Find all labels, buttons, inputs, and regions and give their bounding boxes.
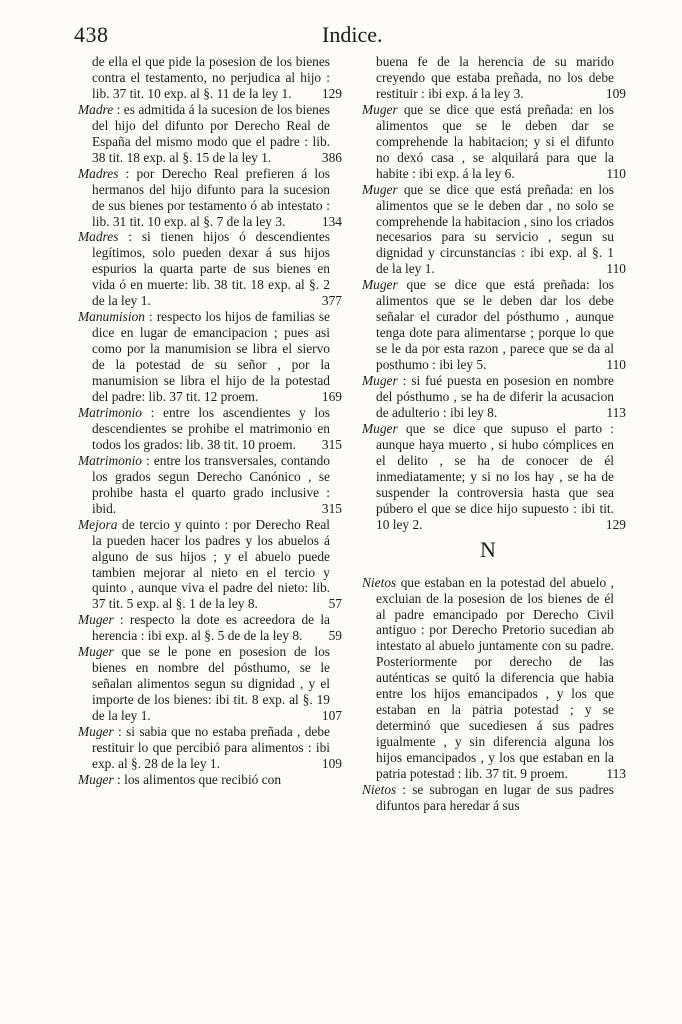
entry-term: Muger	[362, 277, 398, 293]
entry-text: que estaban en la potestad del abuelo , excluian de la posesion de los bienes de él al padre emancipado por Derecho Civil antiguo : por Derecho Pretorio sucedian ab intestato al abuelo juntamente con su padre. Posteriormente por derecho de las auténticas se quitó la diferencia que habia entre los hijos emancipados , y los que estaban en la patria potestad ; y se determinó que sucediesen á sus padres igualmente , y sin diferencia alguna los hijos emancipados , y los que estaban en la patria potestad : lib. 37 tit. 9 proem.	[376, 574, 614, 782]
entry-term: Mejora	[78, 516, 118, 532]
right-column-n-entries	[362, 574, 626, 814]
entry-term: Muger	[362, 373, 398, 389]
entry-term: Madre	[78, 101, 114, 117]
index-entry	[362, 101, 626, 182]
entry-term: Muger	[78, 724, 114, 740]
entry-text: que se le pone en posesion de los bienes en nombre del pósthumo, se le señalan alimentos segun su dignidad , y el importe de los bienes: ibi tit. 8 exp. al §. 19 de la ley 1.	[92, 644, 330, 724]
entry-page-ref: 315	[321, 500, 342, 516]
index-entry	[362, 54, 626, 102]
index-entry	[78, 452, 342, 517]
index-entry	[78, 644, 342, 724]
entry-term: Muger	[362, 420, 398, 436]
entry-page-ref: 109	[605, 85, 626, 101]
right-column-m-entries	[362, 54, 626, 533]
index-entry	[362, 181, 626, 278]
index-entry	[78, 54, 342, 102]
entry-term: Matrimonio	[78, 404, 142, 420]
index-entry	[78, 101, 342, 166]
entry-text: que se dice que está preñada: en los alimentos que se le deben dar se comprehende la habitacion; y si el difunto no dexó casa , se alquilará para que la habite : ibi exp. á la ley 6.	[376, 101, 614, 181]
entry-page-ref: 110	[606, 261, 626, 277]
entry-page-ref: 169	[321, 389, 342, 405]
entry-page-ref: 113	[606, 404, 626, 420]
entry-term: Madres	[78, 165, 119, 181]
index-entry	[78, 516, 342, 613]
index-entry	[78, 612, 342, 644]
entry-text: : entre los ascendientes y los descendientes se prohibe el matrimonio en todos los grados: lib. 38 tit. 10 proem.	[92, 404, 330, 452]
entry-text: : se subrogan en lugar de sus padres difuntos para heredar á sus	[376, 781, 614, 813]
entry-term: Matrimonio	[78, 452, 142, 468]
entry-term: Nietos	[362, 781, 397, 797]
entry-page-ref: 129	[605, 516, 626, 532]
entry-term: Nietos	[362, 574, 397, 590]
page-header	[0, 22, 682, 52]
entry-text: de ella el que pide la posesion de los bienes contra el testamento, no perjudica al hijo : lib. 37 tit. 10 exp. al §. 11 de la ley 1.	[92, 54, 330, 101]
entry-term: Muger	[362, 101, 398, 117]
right-column	[362, 54, 626, 814]
entry-text: : respecto los hijos de familias se dice en lugar de emancipacion ; pues asi como por la manumision se libra el siervo de la potestad de su señor , por la manumision se libra el hijo de la potestad del padre: lib. 37 tit. 12 proem.	[92, 309, 330, 405]
index-entry	[362, 782, 614, 814]
entry-text: que se dice que está preñada: en los alimentos que se le deben dar , no solo se comprehende la habitacion , sino los criados necesarios para su servicio , segun su dignidad y circunstancias : ibi exp. al §. 1 de la ley 1.	[376, 181, 614, 277]
entry-term: Madres	[78, 229, 119, 245]
entry-page-ref: 110	[606, 165, 626, 181]
index-entry	[78, 772, 330, 788]
entry-page-ref: 134	[321, 213, 342, 229]
entry-page-ref: 129	[321, 85, 342, 101]
entry-text: buena fe de la herencia de su marido creyendo que estaba preñada, no los debe restituir : ibi exp. á la ley 3.	[376, 54, 614, 101]
entry-text: de tercio y quinto : por Derecho Real la pueden hacer los padres y los abuelos á alguno de sus hijos ; y el abuelo puede tambien mejorar al nieto en el tercio y quinto , aunque viva el padre del nieto: lib. 37 tit. 5 exp. al §. 1 de la ley 8.	[92, 516, 330, 612]
entry-text: : respecto la dote es acreedora de la herencia : ibi exp. al §. 5 de de la ley 8.	[92, 612, 330, 644]
section-letter: N	[480, 536, 496, 562]
entry-page-ref: 386	[321, 149, 342, 165]
index-entry	[78, 229, 342, 309]
entry-term: Muger	[362, 181, 398, 197]
entry-page-ref: 59	[328, 628, 342, 644]
index-entry	[78, 404, 342, 453]
page-number: 438	[74, 22, 109, 47]
entry-text: : si fué puesta en posesion en nombre del pósthumo , se ha de diferir la acusacion de adulterio : ibi ley 8.	[376, 373, 614, 420]
entry-page-ref: 113	[606, 766, 626, 782]
entry-term: Manumision	[78, 309, 145, 325]
index-entry	[362, 574, 626, 782]
entry-text: : los alimentos que recibió con	[113, 771, 282, 787]
index-entry	[78, 309, 342, 405]
running-title: Indice.	[322, 22, 383, 47]
index-entry	[78, 724, 342, 772]
entry-page-ref: 57	[328, 596, 342, 612]
index-entry	[362, 420, 626, 533]
entry-term: Muger	[78, 771, 114, 787]
entry-text: : por Derecho Real prefieren á los hermanos del hijo difunto para la sucesion de sus bienes por testamento ó ab intestato : lib. 31 tit. 10 exp. al §. 7 de la ley 3.	[92, 165, 330, 229]
index-entry	[362, 277, 626, 373]
entry-page-ref: 110	[606, 357, 626, 373]
index-entry	[362, 373, 626, 421]
entry-text: que se dice que supuso el parto : aunque haya muerto , si hubo cómplices en el delito , se ha de conocer de él inmediatamente; y si no los hay , se ha de suspender la controversia hasta que sea púbero el que se dice hijo supuesto : ibi tit. 10 ley 2.	[376, 420, 614, 532]
entry-page-ref: 107	[321, 708, 342, 724]
entry-page-ref: 109	[321, 755, 342, 771]
entry-term: Muger	[78, 612, 114, 628]
entry-term: Muger	[78, 644, 114, 660]
entry-text: : entre los transversales, contando los grados segun Derecho Canónico , se prohibe hasta el quarto grado inclusive : ibid.	[92, 452, 330, 516]
left-column	[78, 54, 342, 788]
entry-text: : es admitida á la sucesion de los bienes del hijo del difunto por Derecho Real de España del mismo modo que el padre : lib. 38 tit. 18 exp. al §. 15 de la ley 1.	[92, 101, 330, 165]
entry-page-ref: 377	[321, 293, 342, 309]
index-entry	[78, 165, 342, 230]
entry-page-ref: 315	[321, 436, 342, 452]
entry-text: que se dice que está preñada: los alimentos que se le deben dar los debe señalar el curador del pósthumo , aunque tenga dote para alimentarse ; porque lo que se le da por esta razon , parece que se da al posthumo : ibi ley 5.	[376, 277, 614, 373]
entry-text: : si sabia que no estaba preñada , debe restituir lo que percibió para alimentos : ibi exp. al §. 28 de la ley 1.	[92, 724, 330, 771]
entry-text: : si tienen hijos ó descendientes legítimos, solo pueden dexar á sus hijos espurios la quarta parte de sus bienes en vida ó en muerte: lib. 38 tit. 18 exp. al §. 2 de la ley 1.	[92, 229, 330, 309]
